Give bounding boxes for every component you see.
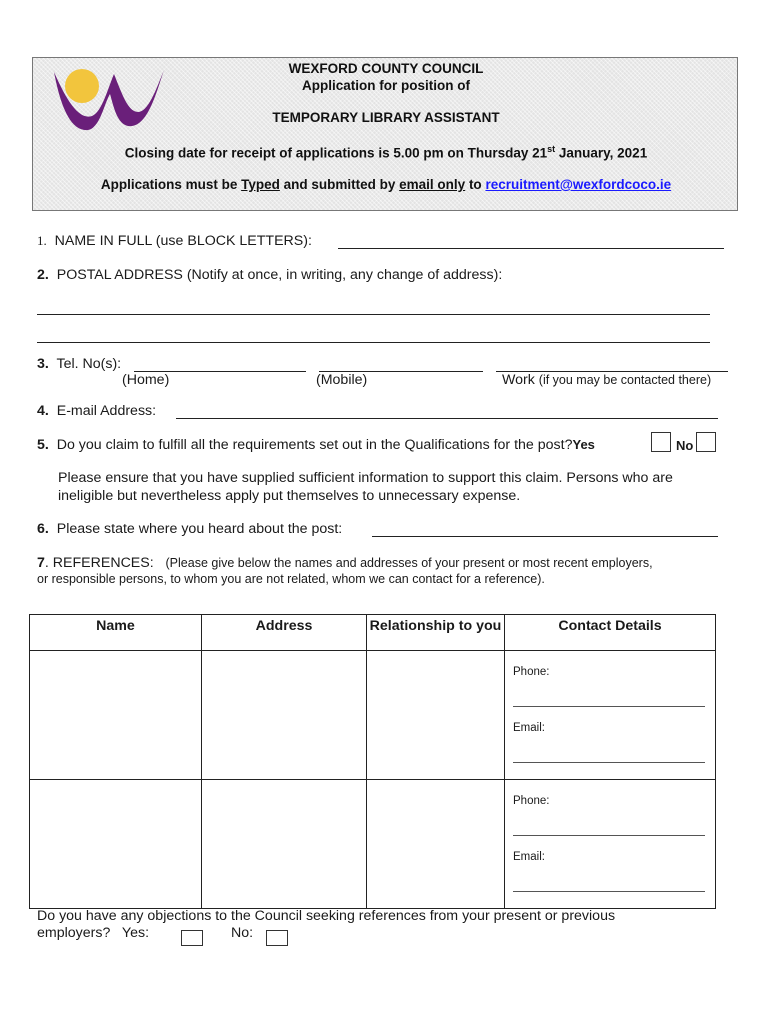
qualifications-note-line-2: ineligible but nevertheless apply put themselves to unnecessary expense.: [58, 488, 521, 504]
objections-question: Do you have any objections to the Council seeking references from your present or previous: [37, 908, 616, 924]
reference-1-name-cell[interactable]: [30, 651, 202, 780]
reference-1-email-input[interactable]: [513, 762, 705, 763]
objections-yes-checkbox[interactable]: [181, 930, 203, 946]
reference-1-phone-input[interactable]: [513, 706, 705, 707]
reference-2-email-input[interactable]: [513, 891, 705, 892]
reference-1-address-cell[interactable]: [202, 651, 367, 780]
reference-2-contact-cell: [505, 780, 716, 909]
question-qualifications: 5. Do you claim to fulfill all the requirements set out in the Qualifications for the post?Yes: [37, 437, 595, 453]
phone-label: Phone:: [513, 795, 550, 807]
references-header-row: [30, 615, 716, 651]
email-input[interactable]: [176, 418, 718, 419]
references-note: or responsible persons, to whom you are not related, whom we can contact for a reference).: [37, 572, 545, 586]
table-row: [30, 651, 716, 780]
reference-1-contact-cell: [505, 651, 716, 780]
question-heard-about: 6. Please state where you heard about the post:: [37, 521, 343, 537]
org-name: WEXFORD COUNTY COUNCIL: [288, 61, 484, 76]
position-title: TEMPORARY LIBRARY ASSISTANT: [272, 110, 500, 125]
col-header-name: Name: [30, 615, 202, 651]
recruitment-email-link[interactable]: recruitment@wexfordcoco.ie: [485, 177, 672, 192]
name-input[interactable]: [338, 248, 724, 249]
col-header-contact: Contact Details: [505, 615, 716, 651]
address-line-2-input[interactable]: [37, 342, 710, 343]
question-email: 4. E-mail Address:: [37, 403, 157, 419]
question-telephone: 3. Tel. No(s):: [37, 356, 122, 372]
references-table: [29, 614, 716, 909]
tel-mobile-label: (Mobile): [316, 372, 368, 388]
phone-label: Phone:: [513, 666, 550, 678]
address-line-1-input[interactable]: [37, 314, 710, 315]
reference-1-relationship-cell[interactable]: [367, 651, 505, 780]
council-logo-icon: [48, 64, 170, 136]
tel-home-label: (Home): [122, 372, 170, 388]
question-name: 1. NAME IN FULL (use BLOCK LETTERS):: [37, 233, 312, 249]
objections-prompt: employers? Yes:: [37, 925, 150, 941]
references-heading: 7. REFERENCES: (Please give below the names and addresses of your present or most recent employers,: [37, 555, 653, 571]
qualifications-note-line-1: Please ensure that you have supplied sufficient information to support this claim. Persons who are: [58, 470, 673, 486]
objections-no-label: No:: [231, 925, 254, 941]
qualifications-no-checkbox[interactable]: [696, 432, 716, 452]
reference-2-address-cell[interactable]: [202, 780, 367, 909]
qualifications-yes-checkbox[interactable]: [651, 432, 671, 452]
email-label: Email:: [513, 722, 545, 734]
reference-2-relationship-cell[interactable]: [367, 780, 505, 909]
heard-about-input[interactable]: [372, 536, 718, 537]
submission-instructions: Applications must be Typed and submitted by email only to recruitment@wexfordcoco.ie: [100, 177, 672, 192]
col-header-address: Address: [202, 615, 367, 651]
qualifications-no-label: No: [676, 438, 694, 453]
tel-work-label: Work (if you may be contacted there): [502, 372, 712, 388]
reference-2-name-cell[interactable]: [30, 780, 202, 909]
question-postal-address: 2. POSTAL ADDRESS (Notify at once, in writing, any change of address):: [37, 267, 503, 283]
col-header-relationship: Relationship to you: [367, 615, 505, 651]
email-label: Email:: [513, 851, 545, 863]
reference-2-phone-input[interactable]: [513, 835, 705, 836]
table-row: [30, 780, 716, 909]
application-subtitle: Application for position of: [302, 78, 470, 93]
objections-no-checkbox[interactable]: [266, 930, 288, 946]
closing-date: Closing date for receipt of applications is 5.00 pm on Thursday 21st January, 2021: [124, 144, 648, 161]
